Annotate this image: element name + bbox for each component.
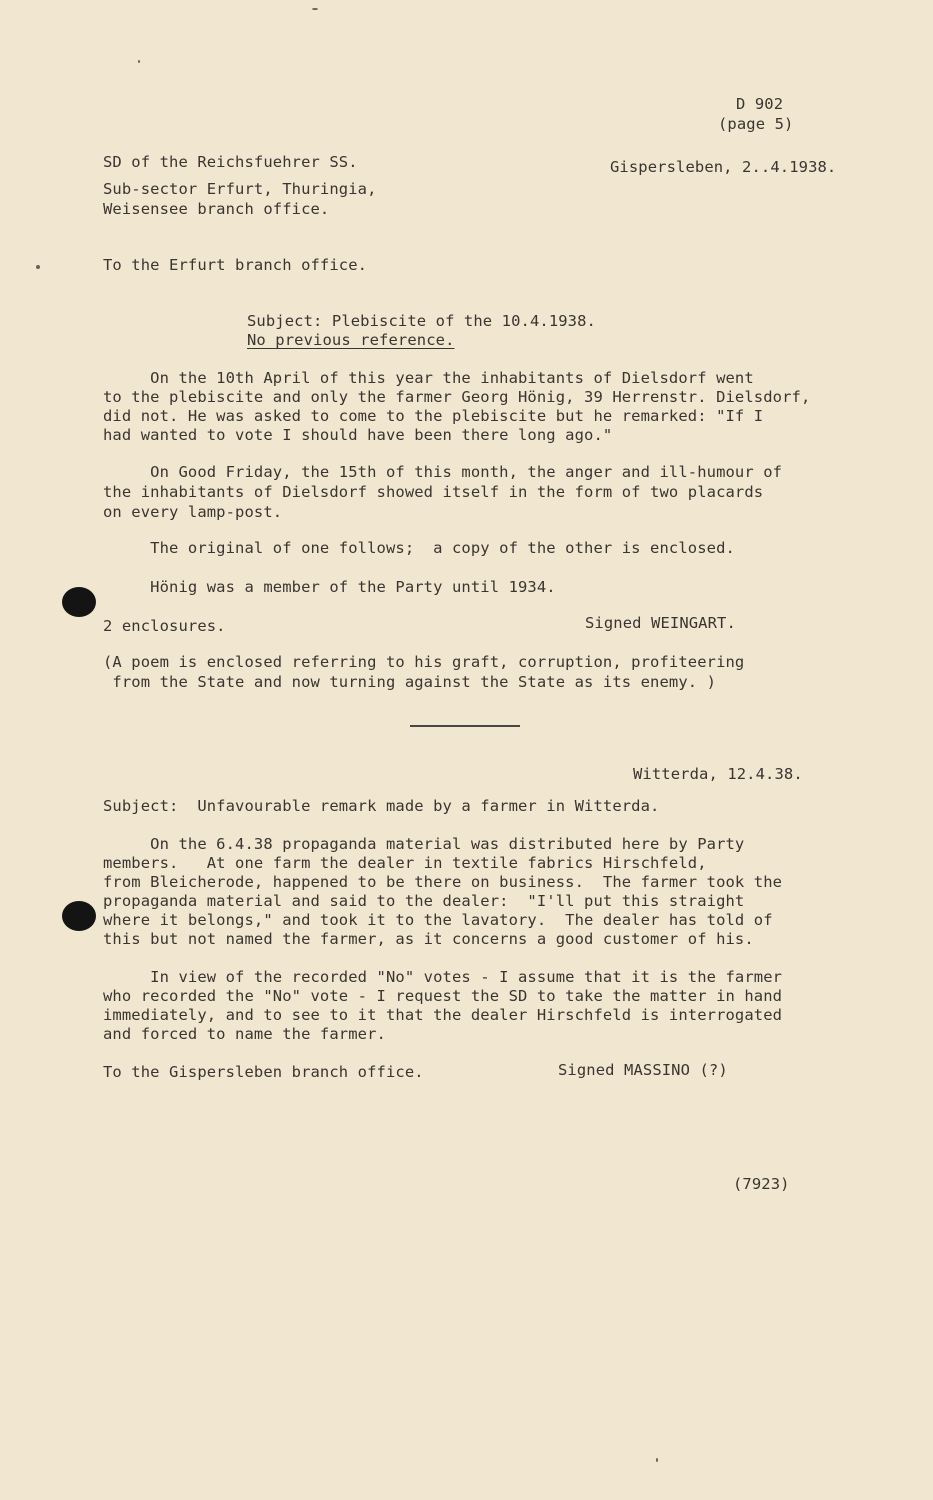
letter1-para3: The original of one follows; a copy of the other is enclosed. [103,539,735,557]
paper-speck [138,60,140,63]
page-reference: (page 5) [718,115,794,133]
letter2-para2-line3: immediately, and to see to it that the dealer Hirschfeld is interrogated [103,1006,783,1024]
letter1-para1-line1: On the 10th April of this year the inhabitants of Dielsdorf went [103,369,754,387]
letter2-para1-line1: On the 6.4.38 propaganda material was distributed here by Party [103,835,745,853]
letter1-note-line1: (A poem is enclosed referring to his graft, corruption, profiteering [103,653,745,671]
punch-hole-upper [62,587,96,617]
letter2-addressee: To the Gispersleben branch office. [103,1063,424,1081]
letter1-para4: Hönig was a member of the Party until 1934. [103,578,556,596]
document-reference: D 902 [736,95,784,113]
letter2-para1-line2: members. At one farm the dealer in textile fabrics Hirschfeld, [103,854,707,872]
letter1-para1-line2: to the plebiscite and only the farmer Georg Hönig, 39 Herrenstr. Dielsdorf, [103,388,811,406]
letter1-para1-line3: did not. He was asked to come to the plebiscite but he remarked: "If I [103,407,764,425]
letter1-enclosures: 2 enclosures. [103,617,226,635]
letter2-para2-line2: who recorded the "No" vote - I request the SD to take the matter in hand [103,987,783,1005]
letter2-para1-line4: propaganda material and said to the dealer: "I'll put this straight [103,892,745,910]
letter1-signature: Signed WEINGART. [585,614,736,632]
sender-line-1: SD of the Reichsfuehrer SS. [103,153,358,171]
letter2-signature: Signed MASSINO (?) [558,1061,728,1079]
punch-hole-lower [62,901,96,931]
letter1-addressee: To the Erfurt branch office. [103,256,368,274]
letter1-reference: No previous reference. [247,331,455,349]
letter1-place-date: Gispersleben, 2..4.1938. [610,158,837,176]
letter1-para2-line2: the inhabitants of Dielsdorf showed itself in the form of two placards [103,483,764,501]
letter2-para1-line3: from Bleicherode, happened to be there on business. The farmer took the [103,873,783,891]
letter1-note-line2: from the State and now turning against the State as its enemy. ) [103,673,717,691]
paper-speck [312,8,318,10]
sender-line-2: Sub-sector Erfurt, Thuringia, [103,180,377,198]
letter2-para2-line1: In view of the recorded "No" votes - I assume that it is the farmer [103,968,783,986]
letter2-subject: Subject: Unfavourable remark made by a farmer in Witterda. [103,797,660,815]
letter1-para1-line4: had wanted to vote I should have been there long ago." [103,426,613,444]
sender-line-3: Weisensee branch office. [103,200,330,218]
letter2-place-date: Witterda, 12.4.38. [633,765,803,783]
section-divider [410,725,520,727]
letter1-para2-line1: On Good Friday, the 15th of this month, the anger and ill-humour of [103,463,783,481]
paper-speck [656,1458,658,1462]
letter2-para1-line5: where it belongs," and took it to the lavatory. The dealer has told of [103,911,773,929]
letter1-subject: Subject: Plebiscite of the 10.4.1938. [247,312,596,330]
letter1-para2-line3: on every lamp-post. [103,503,283,521]
paper-speck [36,265,40,269]
letter2-para1-line6: this but not named the farmer, as it concerns a good customer of his. [103,930,754,948]
footer-number: (7923) [733,1175,790,1193]
letter2-para2-line4: and forced to name the farmer. [103,1025,386,1043]
